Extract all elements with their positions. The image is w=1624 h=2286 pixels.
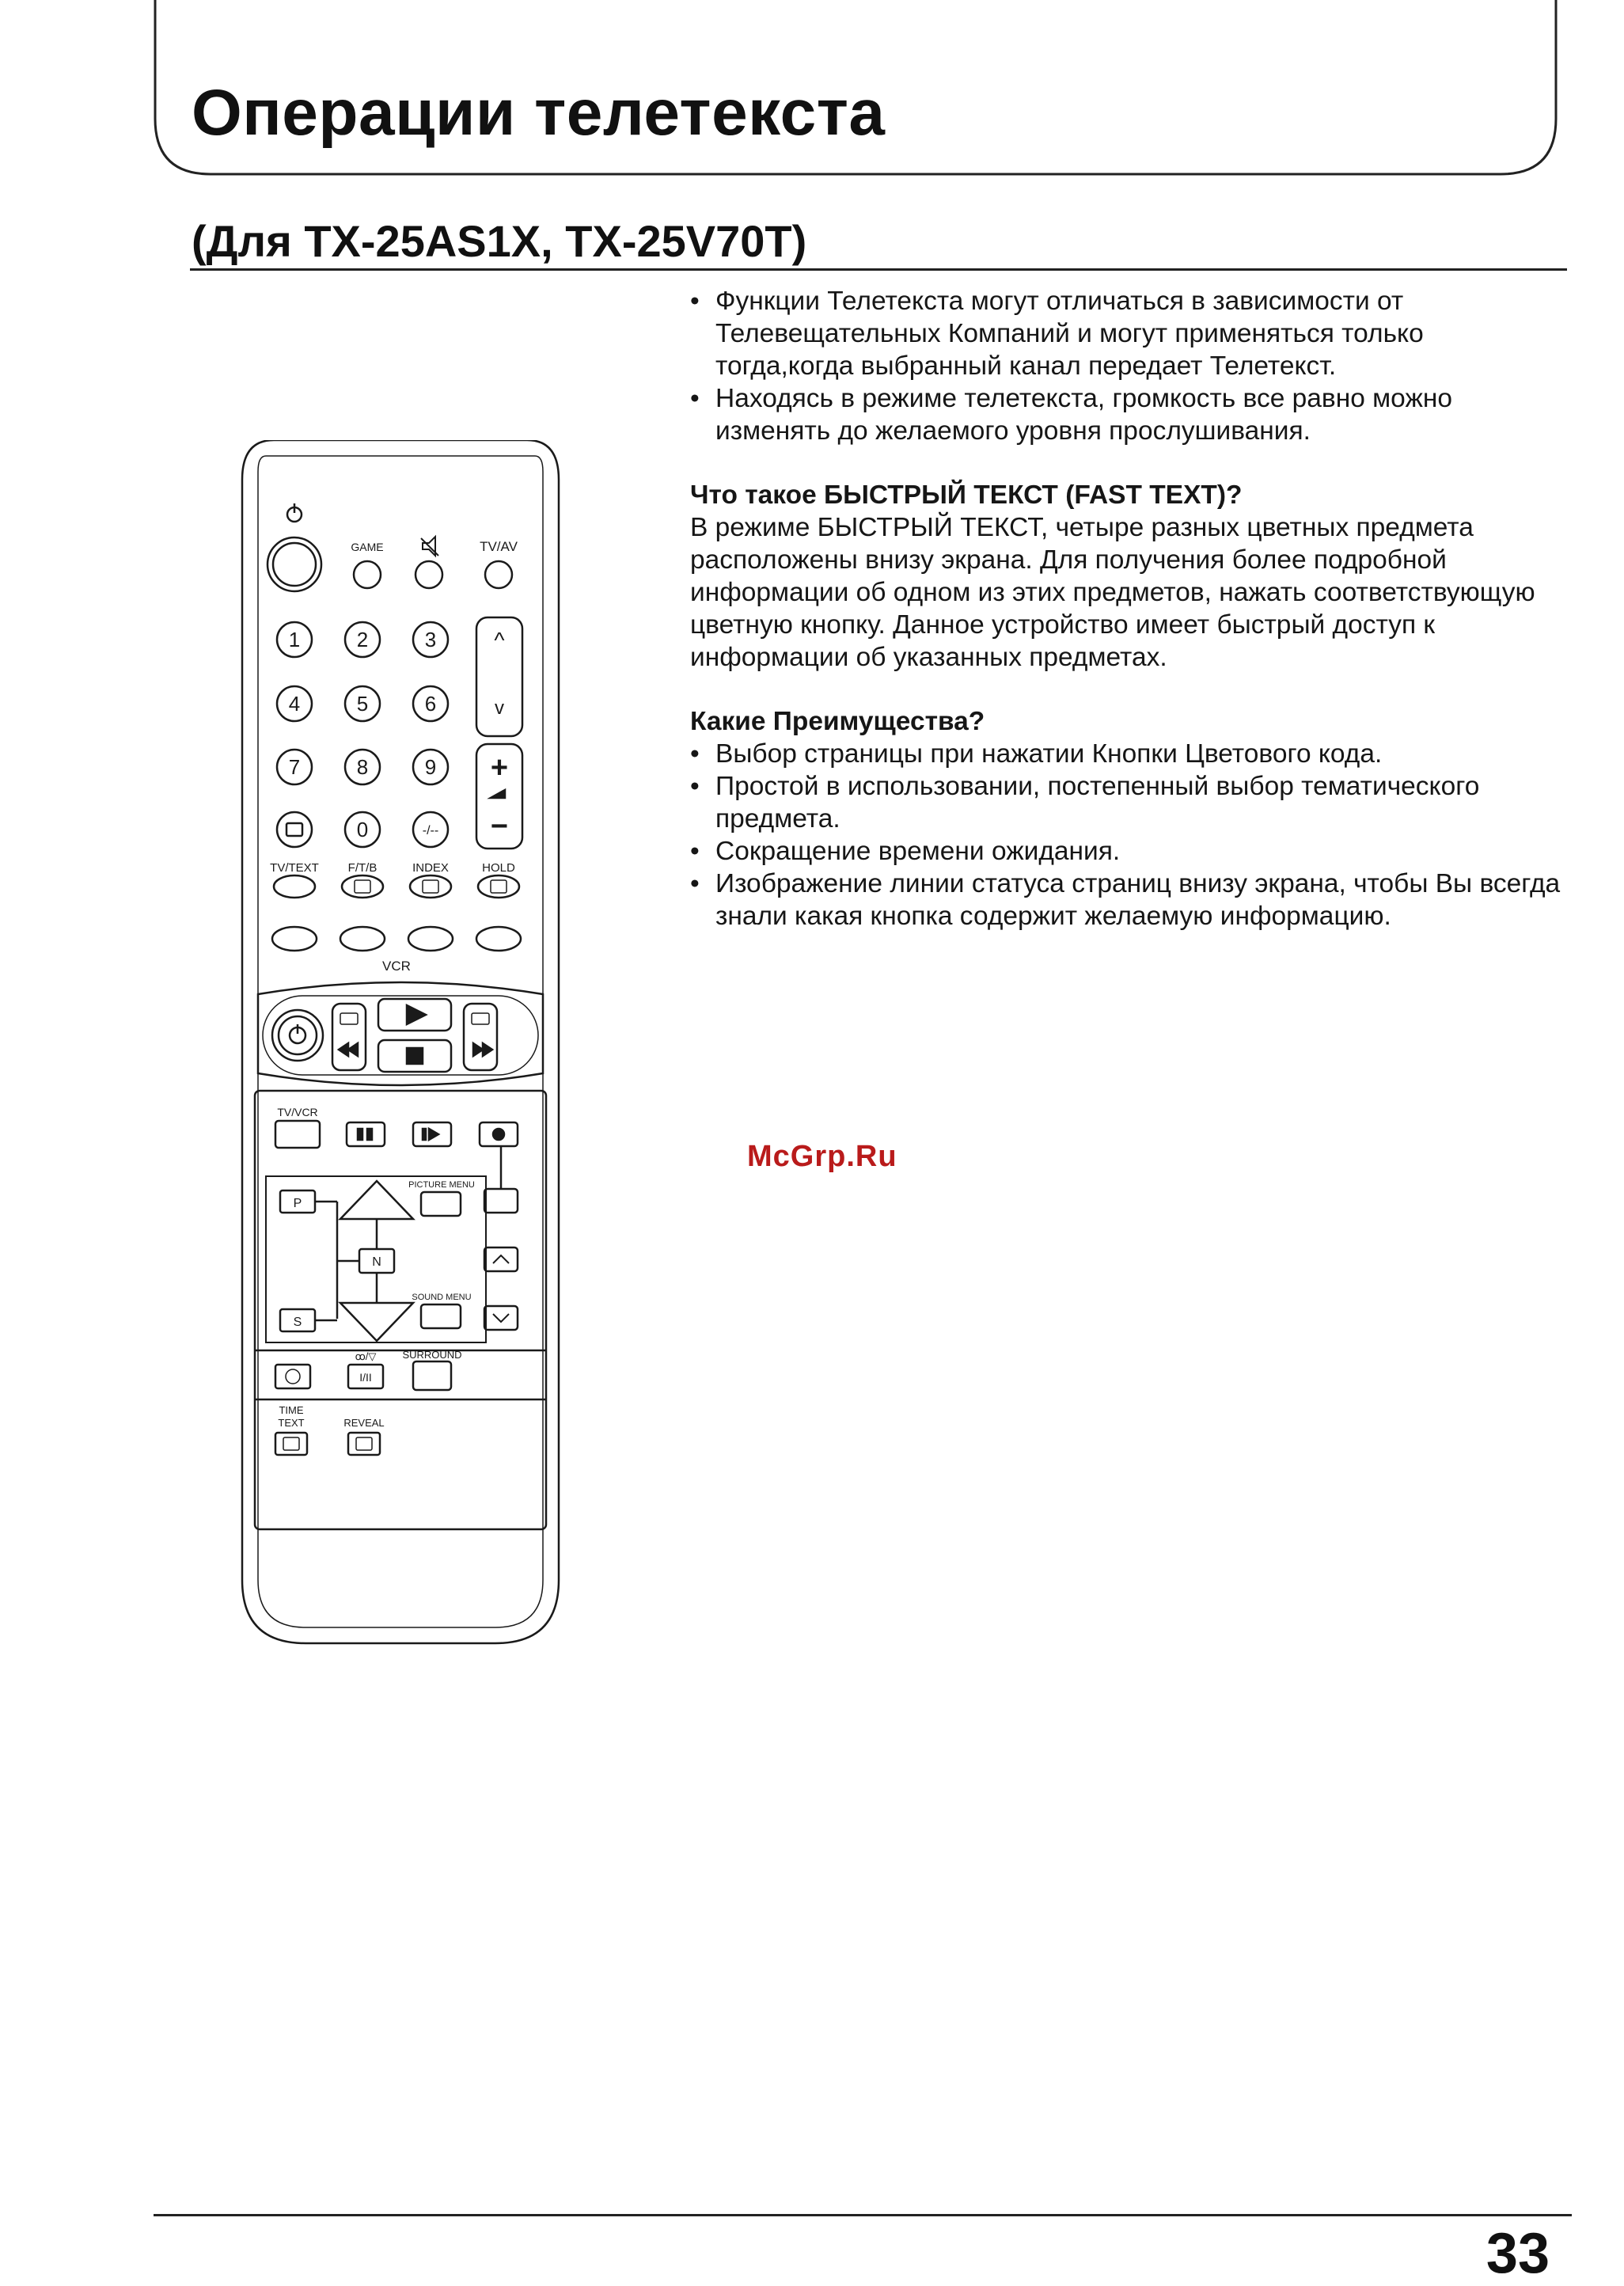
page-number: 33 xyxy=(1486,2222,1550,2285)
remote-control-illustration xyxy=(226,440,575,1659)
footer-rule xyxy=(154,2214,1572,2216)
sound-menu-label: SOUND MENU xyxy=(412,1293,472,1302)
tv-vcr-button xyxy=(275,1121,320,1148)
surround-button xyxy=(413,1361,451,1390)
tv-vcr-label: TV/VCR xyxy=(277,1106,318,1118)
time-text-button xyxy=(275,1433,307,1455)
picture-menu-button xyxy=(421,1192,461,1216)
tv-av-label: TV/AV xyxy=(480,539,518,554)
green-fasttext-button xyxy=(340,927,385,951)
digit-6-label: 6 xyxy=(424,692,437,716)
digit-7-label: 7 xyxy=(288,755,301,779)
advantages-list xyxy=(690,738,1569,932)
down-triangle xyxy=(340,1303,413,1341)
menu-up-button xyxy=(484,1247,518,1271)
main-power-button xyxy=(268,537,321,591)
ftb-label: F/T/B xyxy=(347,861,378,875)
digit-0-label: 0 xyxy=(356,818,369,841)
fast-text-heading: Что такое БЫСТРЫЙ ТЕКСТ (FAST TEXT)? xyxy=(690,480,1243,510)
intro-bullet: • Находясь в режиме телетекста, громкость все равно можно изменять до желаемого уровня прослушивания. xyxy=(690,382,1569,447)
digit-2-label: 2 xyxy=(356,628,369,651)
models-heading: (Для TX-25AS1X, TX-25V70T) xyxy=(192,216,807,266)
yellow-fasttext-button xyxy=(408,927,453,951)
digit-9-label: 9 xyxy=(424,755,437,779)
vcr-power-button xyxy=(272,1010,323,1061)
stereo-label: ꝏ/▽ xyxy=(355,1350,377,1362)
blue-fasttext-button xyxy=(476,927,521,951)
reveal-button xyxy=(348,1433,380,1455)
heading-rule xyxy=(190,268,1567,271)
tv-text-label: TV/TEXT xyxy=(270,861,319,875)
tv-av-button xyxy=(485,561,512,588)
sound-menu-button xyxy=(421,1304,461,1328)
digit-1-label: 1 xyxy=(288,628,301,651)
pause-button xyxy=(347,1122,385,1146)
hold-label: HOLD xyxy=(482,861,515,875)
red-fasttext-button xyxy=(272,927,317,951)
time-label: TIME xyxy=(279,1404,304,1416)
advantages-heading: Какие Преимущества? xyxy=(690,707,985,736)
blank-button xyxy=(484,1189,518,1213)
digit-4-label: 4 xyxy=(288,692,301,716)
game-button xyxy=(354,561,381,588)
hold-button xyxy=(478,875,519,898)
volume-minus-label: − xyxy=(490,810,509,843)
advantage-bullet: • Сокращение времени ожидания. xyxy=(690,835,1569,868)
fast-text-paragraph: В режиме БЫСТРЫЙ ТЕКСТ, четыре разных цветных предмета расположены внизу экрана. Для получения более подробной информации об одном из этих предметов, нажать соответствующую цветную кнопку. Данное устройство имеет быстрый доступ к информации об указанных предметах. xyxy=(690,513,1535,672)
surround-label: SURROUND xyxy=(402,1349,462,1361)
reveal-label: REVEAL xyxy=(343,1417,385,1429)
p-label: P xyxy=(293,1197,302,1210)
volume-plus-label: + xyxy=(490,751,509,784)
advantage-bullet: • Выбор страницы при нажатии Кнопки Цветового кода. xyxy=(690,738,1569,770)
intro-bullet: • Функции Телетекста могут отличаться в зависимости от Телевещательных Компаний и могут применяться только тогда,когда выбранный канал передает Телетекст. xyxy=(690,285,1569,382)
s-label: S xyxy=(293,1316,302,1329)
digit-8-label: 8 xyxy=(356,755,369,779)
game-label: GAME xyxy=(351,541,384,553)
sleep-timer-button xyxy=(275,1365,310,1388)
dash-label: -/-- xyxy=(422,824,439,837)
text-column xyxy=(690,285,1569,932)
index-button xyxy=(410,875,451,898)
menu-down-button xyxy=(484,1306,518,1330)
mute-button xyxy=(415,561,442,588)
advantage-bullet: • Изображение линии статуса страниц внизу экрана, чтобы Вы всегда знали какая кнопка содержит желаемую информацию. xyxy=(690,868,1569,932)
dual-label: I/II xyxy=(359,1371,372,1384)
watermark: McGrp.Ru xyxy=(747,1140,897,1173)
vcr-panel xyxy=(258,982,543,1085)
mute-icon xyxy=(421,537,438,556)
index-label: INDEX xyxy=(412,861,449,875)
text-label: TEXT xyxy=(278,1417,305,1429)
programme-down-label: v xyxy=(495,697,504,719)
tv-text-button xyxy=(274,875,315,898)
picture-menu-label: PICTURE MENU xyxy=(408,1180,475,1190)
up-triangle xyxy=(340,1181,413,1219)
ftb-button xyxy=(342,875,383,898)
n-label: N xyxy=(372,1255,381,1269)
remote-body xyxy=(242,440,559,1643)
digit-3-label: 3 xyxy=(424,628,437,651)
intro-list xyxy=(690,285,1569,447)
advantage-bullet: • Простой в использовании, постепенный выбор тематического предмета. xyxy=(690,770,1569,835)
digit-5-label: 5 xyxy=(356,692,369,716)
vcr-label: VCR xyxy=(382,959,411,974)
programme-up-label: ^ xyxy=(494,628,505,652)
page-title: Операции телетекста xyxy=(192,77,886,149)
input-select-button xyxy=(277,812,312,847)
